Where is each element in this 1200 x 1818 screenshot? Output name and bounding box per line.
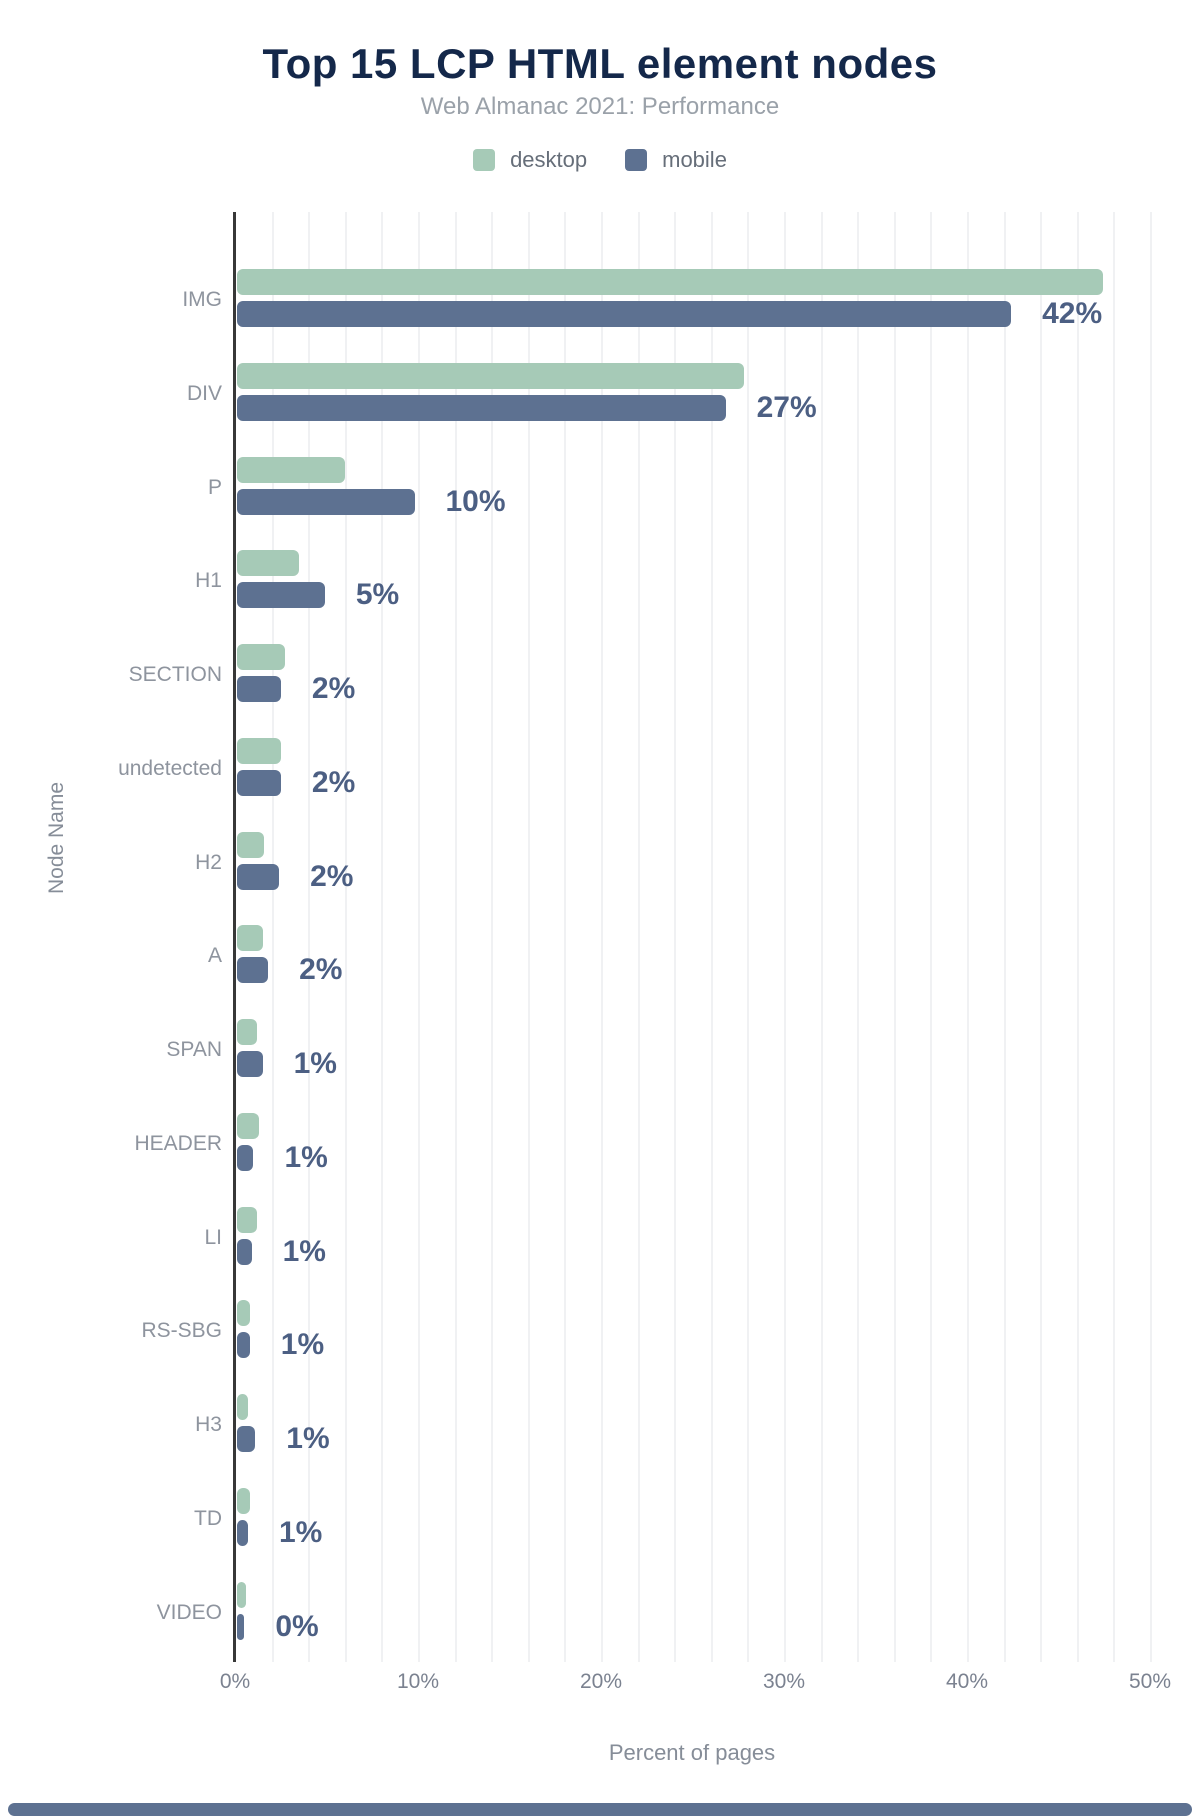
category-label-VIDEO: VIDEO bbox=[156, 1600, 222, 1624]
bar-desktop-TD bbox=[237, 1488, 250, 1514]
y-axis-title: Node Name bbox=[45, 781, 68, 895]
bar-desktop-H2 bbox=[237, 832, 264, 858]
value-label-VIDEO: 0% bbox=[275, 1609, 319, 1643]
category-label-TD: TD bbox=[194, 1507, 222, 1530]
bar-mobile-DIV bbox=[237, 395, 726, 421]
gridline bbox=[967, 212, 969, 1662]
category-label-SECTION: SECTION bbox=[128, 663, 222, 687]
category-label-RS-SBG: RS-SBG bbox=[141, 1319, 222, 1343]
gridline bbox=[1150, 212, 1152, 1662]
value-label-LI: 1% bbox=[282, 1234, 326, 1268]
bar-mobile-SECTION bbox=[237, 676, 281, 702]
bar-desktop-SPAN bbox=[237, 1019, 257, 1045]
bar-desktop-DIV bbox=[237, 363, 744, 389]
gridline bbox=[381, 212, 383, 1662]
category-label-H1: H1 bbox=[195, 569, 222, 593]
bar-mobile-P bbox=[237, 489, 415, 515]
y-axis-line bbox=[233, 212, 236, 1662]
value-label-H2: 2% bbox=[310, 859, 354, 893]
chart-subtitle: Web Almanac 2021: Performance bbox=[420, 93, 780, 120]
gridline bbox=[1077, 212, 1079, 1662]
bar-desktop-VIDEO bbox=[237, 1582, 246, 1608]
gridline bbox=[894, 212, 896, 1662]
value-label-TD: 1% bbox=[278, 1516, 323, 1549]
gridline bbox=[455, 212, 457, 1662]
gridline bbox=[1040, 212, 1042, 1662]
x-tick-50%: 50% bbox=[1128, 1670, 1172, 1693]
value-label-IMG: 42% bbox=[1042, 297, 1103, 330]
bar-desktop-HEADER bbox=[237, 1113, 259, 1139]
gridline bbox=[601, 212, 603, 1662]
bar-desktop-RS-SBG bbox=[237, 1300, 250, 1326]
bar-desktop-SECTION bbox=[237, 644, 285, 670]
value-label-HEADER: 1% bbox=[284, 1140, 328, 1174]
x-tick-30%: 30% bbox=[762, 1670, 806, 1693]
x-tick-40%: 40% bbox=[945, 1670, 989, 1693]
gridline bbox=[747, 212, 749, 1662]
bar-desktop-IMG bbox=[237, 269, 1103, 295]
bar-desktop-LI bbox=[237, 1207, 257, 1233]
value-label-undetected: 2% bbox=[311, 765, 356, 799]
bar-mobile-H3 bbox=[237, 1426, 255, 1452]
category-label-H3: H3 bbox=[195, 1413, 222, 1437]
horizontal-scrollbar-thumb[interactable] bbox=[8, 1803, 1192, 1816]
gridline bbox=[784, 212, 786, 1662]
category-label-H2: H2 bbox=[195, 850, 222, 874]
bar-mobile-A bbox=[237, 957, 268, 983]
category-label-DIV: DIV bbox=[186, 381, 222, 405]
gridline bbox=[711, 212, 713, 1662]
gridline bbox=[491, 212, 493, 1662]
bar-desktop-H1 bbox=[237, 550, 299, 576]
gridline bbox=[418, 212, 420, 1662]
value-label-RS-SBG: 1% bbox=[280, 1328, 325, 1362]
gridline bbox=[638, 212, 640, 1662]
gridline bbox=[821, 212, 823, 1662]
gridline bbox=[528, 212, 530, 1662]
category-label-HEADER: HEADER bbox=[134, 1131, 222, 1155]
bar-mobile-HEADER bbox=[237, 1145, 253, 1171]
gridline bbox=[674, 212, 676, 1662]
bar-desktop-A bbox=[237, 925, 263, 951]
gridline bbox=[857, 212, 859, 1662]
value-label-H1: 5% bbox=[355, 578, 400, 612]
value-label-DIV: 27% bbox=[756, 390, 817, 424]
gridline bbox=[345, 212, 347, 1662]
gridline bbox=[272, 212, 274, 1662]
category-label-P: P bbox=[207, 475, 222, 499]
value-label-A: 2% bbox=[299, 953, 343, 987]
x-tick-20%: 20% bbox=[579, 1670, 623, 1693]
bar-desktop-undetected bbox=[237, 738, 281, 764]
category-label-A: A bbox=[207, 944, 222, 968]
bar-mobile-SPAN bbox=[237, 1051, 263, 1077]
gridline bbox=[930, 212, 932, 1662]
category-label-undetected: undetected bbox=[118, 756, 222, 780]
gridline bbox=[1004, 212, 1006, 1662]
chart-title: Top 15 LCP HTML element nodes bbox=[262, 40, 938, 87]
bar-mobile-RS-SBG bbox=[237, 1332, 250, 1358]
bar-mobile-LI bbox=[237, 1239, 252, 1265]
bar-mobile-H1 bbox=[237, 582, 325, 608]
bar-mobile-IMG bbox=[237, 301, 1011, 327]
x-tick-10%: 10% bbox=[396, 1670, 440, 1693]
value-label-P: 10% bbox=[445, 484, 506, 518]
x-axis-title: Percent of pages bbox=[608, 1740, 776, 1765]
legend-label-mobile: mobile bbox=[662, 147, 727, 172]
category-label-IMG: IMG bbox=[182, 288, 222, 311]
legend-label-desktop: desktop bbox=[510, 147, 588, 172]
bar-desktop-P bbox=[237, 457, 345, 483]
bar-desktop-H3 bbox=[237, 1394, 248, 1420]
bar-mobile-TD bbox=[237, 1520, 248, 1546]
value-label-SPAN: 1% bbox=[293, 1047, 337, 1081]
bar-mobile-VIDEO bbox=[237, 1614, 244, 1640]
category-label-SPAN: SPAN bbox=[166, 1038, 222, 1062]
x-tick-0%: 0% bbox=[219, 1670, 251, 1693]
bar-mobile-undetected bbox=[237, 770, 281, 796]
category-label-LI: LI bbox=[204, 1225, 222, 1249]
value-label-SECTION: 2% bbox=[311, 672, 356, 706]
gridline bbox=[1113, 212, 1115, 1662]
gridline bbox=[564, 212, 566, 1662]
bar-mobile-H2 bbox=[237, 864, 279, 890]
value-label-H3: 1% bbox=[286, 1422, 330, 1456]
